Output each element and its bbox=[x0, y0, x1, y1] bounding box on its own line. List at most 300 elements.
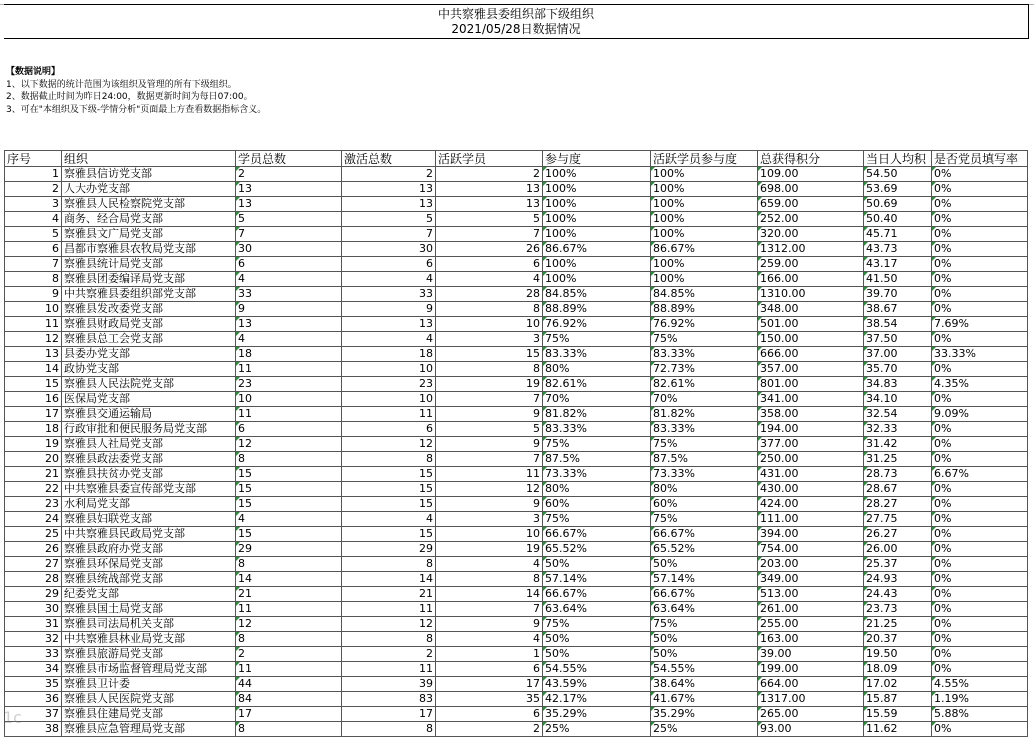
table-cell[interactable]: 70% bbox=[651, 392, 758, 407]
table-cell[interactable]: 11 bbox=[236, 602, 342, 617]
table-cell[interactable]: 6 bbox=[236, 257, 342, 272]
table-cell[interactable]: 8 bbox=[342, 452, 436, 467]
table-cell[interactable]: 11 bbox=[342, 407, 436, 422]
table-cell[interactable]: 中共察雅县民政局党支部 bbox=[62, 527, 236, 542]
table-cell[interactable]: 8 bbox=[236, 722, 342, 737]
table-cell[interactable]: 203.00 bbox=[758, 557, 864, 572]
table-cell[interactable]: 察雅县旅游局党支部 bbox=[62, 647, 236, 662]
table-cell[interactable]: 察雅县环保局党支部 bbox=[62, 557, 236, 572]
table-cell[interactable]: 13 bbox=[436, 182, 543, 197]
table-cell[interactable]: 83.33% bbox=[651, 422, 758, 437]
table-cell[interactable]: 17 bbox=[5, 407, 62, 422]
table-cell[interactable]: 6 bbox=[436, 662, 543, 677]
table-cell[interactable]: 53.69 bbox=[864, 182, 932, 197]
table-cell[interactable]: 1317.00 bbox=[758, 692, 864, 707]
table-cell[interactable]: 75% bbox=[543, 512, 651, 527]
table-cell[interactable]: 15 bbox=[436, 347, 543, 362]
table-cell[interactable]: 13 bbox=[236, 182, 342, 197]
table-cell[interactable]: 83.33% bbox=[543, 347, 651, 362]
table-cell[interactable]: 199.00 bbox=[758, 662, 864, 677]
table-cell[interactable]: 0% bbox=[932, 557, 1028, 572]
table-cell[interactable]: 27 bbox=[5, 557, 62, 572]
table-cell[interactable]: 26.27 bbox=[864, 527, 932, 542]
table-cell[interactable]: 4 bbox=[236, 332, 342, 347]
table-cell[interactable]: 63.64% bbox=[651, 602, 758, 617]
table-cell[interactable]: 659.00 bbox=[758, 197, 864, 212]
table-cell[interactable]: 8 bbox=[436, 362, 543, 377]
table-cell[interactable]: 纪委党支部 bbox=[62, 587, 236, 602]
table-cell[interactable]: 11 bbox=[342, 602, 436, 617]
table-cell[interactable]: 100% bbox=[651, 167, 758, 182]
table-cell[interactable]: 0% bbox=[932, 542, 1028, 557]
table-cell[interactable]: 水利局党支部 bbox=[62, 497, 236, 512]
table-cell[interactable]: 75% bbox=[651, 437, 758, 452]
table-cell[interactable]: 76.92% bbox=[651, 317, 758, 332]
table-cell[interactable]: 4.35% bbox=[932, 377, 1028, 392]
table-cell[interactable]: 20 bbox=[5, 452, 62, 467]
table-cell[interactable]: 14 bbox=[342, 572, 436, 587]
table-cell[interactable]: 6 bbox=[5, 242, 62, 257]
table-cell[interactable]: 4 bbox=[236, 272, 342, 287]
table-cell[interactable]: 察雅县团委编译局党支部 bbox=[62, 272, 236, 287]
table-cell[interactable]: 100% bbox=[543, 197, 651, 212]
table-cell[interactable]: 察雅县信访党支部 bbox=[62, 167, 236, 182]
table-cell[interactable]: 698.00 bbox=[758, 182, 864, 197]
column-header[interactable]: 当日人均积 bbox=[864, 151, 932, 167]
table-cell[interactable]: 中共察雅县林业局党支部 bbox=[62, 632, 236, 647]
table-cell[interactable]: 100% bbox=[651, 212, 758, 227]
table-cell[interactable]: 25% bbox=[543, 722, 651, 737]
table-cell[interactable]: 513.00 bbox=[758, 587, 864, 602]
column-header[interactable]: 参与度 bbox=[543, 151, 651, 167]
table-cell[interactable]: 6 bbox=[436, 707, 543, 722]
table-cell[interactable]: 4 bbox=[342, 512, 436, 527]
table-cell[interactable]: 15 bbox=[236, 482, 342, 497]
table-cell[interactable]: 9 bbox=[236, 302, 342, 317]
column-header[interactable]: 组织 bbox=[62, 151, 236, 167]
table-cell[interactable]: 72.73% bbox=[651, 362, 758, 377]
table-cell[interactable]: 察雅县发改委党支部 bbox=[62, 302, 236, 317]
table-cell[interactable]: 17 bbox=[236, 707, 342, 722]
table-cell[interactable]: 54.55% bbox=[543, 662, 651, 677]
table-cell[interactable]: 26 bbox=[5, 542, 62, 557]
table-cell[interactable]: 32 bbox=[5, 632, 62, 647]
table-cell[interactable]: 25 bbox=[5, 527, 62, 542]
table-cell[interactable]: 9.09% bbox=[932, 407, 1028, 422]
column-header[interactable]: 激活总数 bbox=[342, 151, 436, 167]
table-cell[interactable]: 37 bbox=[5, 707, 62, 722]
table-cell[interactable]: 4 bbox=[236, 512, 342, 527]
table-cell[interactable]: 9 bbox=[436, 617, 543, 632]
table-cell[interactable]: 30 bbox=[5, 602, 62, 617]
table-cell[interactable]: 11 bbox=[436, 467, 543, 482]
table-cell[interactable]: 13 bbox=[342, 197, 436, 212]
table-cell[interactable]: 18 bbox=[5, 422, 62, 437]
table-cell[interactable]: 7 bbox=[342, 227, 436, 242]
table-cell[interactable]: 26.00 bbox=[864, 542, 932, 557]
table-cell[interactable]: 100% bbox=[543, 182, 651, 197]
table-cell[interactable]: 0% bbox=[932, 602, 1028, 617]
table-cell[interactable]: 38.67 bbox=[864, 302, 932, 317]
table-cell[interactable]: 8 bbox=[236, 557, 342, 572]
table-cell[interactable]: 28 bbox=[436, 287, 543, 302]
table-cell[interactable]: 17.02 bbox=[864, 677, 932, 692]
table-cell[interactable]: 430.00 bbox=[758, 482, 864, 497]
table-cell[interactable]: 320.00 bbox=[758, 227, 864, 242]
table-cell[interactable]: 26 bbox=[436, 242, 543, 257]
table-cell[interactable]: 7 bbox=[436, 452, 543, 467]
table-cell[interactable]: 0% bbox=[932, 452, 1028, 467]
table-cell[interactable]: 11 bbox=[236, 362, 342, 377]
table-cell[interactable]: 中共察雅县委组织部党支部 bbox=[62, 287, 236, 302]
table-cell[interactable]: 28.67 bbox=[864, 482, 932, 497]
table-cell[interactable]: 41.67% bbox=[651, 692, 758, 707]
table-cell[interactable]: 75% bbox=[651, 617, 758, 632]
table-cell[interactable]: 1.19% bbox=[932, 692, 1028, 707]
table-cell[interactable]: 11 bbox=[342, 662, 436, 677]
table-cell[interactable]: 83.33% bbox=[651, 347, 758, 362]
table-cell[interactable]: 12 bbox=[236, 437, 342, 452]
table-cell[interactable]: 801.00 bbox=[758, 377, 864, 392]
table-cell[interactable]: 75% bbox=[651, 512, 758, 527]
table-cell[interactable]: 12 bbox=[436, 482, 543, 497]
table-cell[interactable]: 75% bbox=[651, 332, 758, 347]
table-cell[interactable]: 80% bbox=[543, 482, 651, 497]
table-cell[interactable]: 32.33 bbox=[864, 422, 932, 437]
table-cell[interactable]: 1310.00 bbox=[758, 287, 864, 302]
table-cell[interactable]: 5.88% bbox=[932, 707, 1028, 722]
table-cell[interactable]: 38.64% bbox=[651, 677, 758, 692]
table-cell[interactable]: 察雅县交通运输局 bbox=[62, 407, 236, 422]
table-cell[interactable]: 15.87 bbox=[864, 692, 932, 707]
table-cell[interactable]: 15 bbox=[342, 497, 436, 512]
table-cell[interactable]: 23 bbox=[342, 377, 436, 392]
table-cell[interactable]: 86.67% bbox=[543, 242, 651, 257]
table-cell[interactable]: 0% bbox=[932, 362, 1028, 377]
table-cell[interactable]: 81.82% bbox=[651, 407, 758, 422]
table-cell[interactable]: 65.52% bbox=[543, 542, 651, 557]
table-cell[interactable]: 0% bbox=[932, 722, 1028, 737]
table-cell[interactable]: 19 bbox=[5, 437, 62, 452]
table-cell[interactable]: 150.00 bbox=[758, 332, 864, 347]
table-cell[interactable]: 4.55% bbox=[932, 677, 1028, 692]
table-cell[interactable]: 15 bbox=[342, 527, 436, 542]
table-cell[interactable]: 0% bbox=[932, 587, 1028, 602]
table-cell[interactable]: 医保局党支部 bbox=[62, 392, 236, 407]
table-cell[interactable]: 1 bbox=[5, 167, 62, 182]
table-cell[interactable]: 39.70 bbox=[864, 287, 932, 302]
table-cell[interactable]: 14 bbox=[5, 362, 62, 377]
table-cell[interactable]: 17 bbox=[436, 677, 543, 692]
table-cell[interactable]: 察雅县总工会党支部 bbox=[62, 332, 236, 347]
table-cell[interactable]: 54.55% bbox=[651, 662, 758, 677]
table-cell[interactable]: 83.33% bbox=[543, 422, 651, 437]
table-cell[interactable]: 7 bbox=[5, 257, 62, 272]
table-cell[interactable]: 87.5% bbox=[543, 452, 651, 467]
table-cell[interactable]: 0% bbox=[932, 572, 1028, 587]
table-cell[interactable]: 29 bbox=[5, 587, 62, 602]
table-cell[interactable]: 84.85% bbox=[543, 287, 651, 302]
table-cell[interactable]: 76.92% bbox=[543, 317, 651, 332]
table-cell[interactable]: 昌都市察雅县农牧局党支部 bbox=[62, 242, 236, 257]
table-cell[interactable]: 82.61% bbox=[543, 377, 651, 392]
table-cell[interactable]: 9 bbox=[5, 287, 62, 302]
table-cell[interactable]: 11.62 bbox=[864, 722, 932, 737]
table-cell[interactable]: 28 bbox=[5, 572, 62, 587]
table-cell[interactable]: 261.00 bbox=[758, 602, 864, 617]
table-cell[interactable]: 73.33% bbox=[651, 467, 758, 482]
table-cell[interactable]: 23 bbox=[236, 377, 342, 392]
table-cell[interactable]: 人大办党支部 bbox=[62, 182, 236, 197]
table-cell[interactable]: 8 bbox=[436, 572, 543, 587]
table-cell[interactable]: 73.33% bbox=[543, 467, 651, 482]
table-cell[interactable]: 70% bbox=[543, 392, 651, 407]
table-cell[interactable]: 6 bbox=[236, 422, 342, 437]
table-cell[interactable]: 18.09 bbox=[864, 662, 932, 677]
table-cell[interactable]: 7.69% bbox=[932, 317, 1028, 332]
table-cell[interactable]: 察雅县文广局党支部 bbox=[62, 227, 236, 242]
table-cell[interactable]: 83 bbox=[342, 692, 436, 707]
table-cell[interactable]: 84.85% bbox=[651, 287, 758, 302]
table-cell[interactable]: 11 bbox=[236, 407, 342, 422]
table-cell[interactable]: 察雅县司法局机关支部 bbox=[62, 617, 236, 632]
table-cell[interactable]: 8 bbox=[342, 557, 436, 572]
table-cell[interactable]: 81.82% bbox=[543, 407, 651, 422]
table-cell[interactable]: 察雅县人民医院党支部 bbox=[62, 692, 236, 707]
table-cell[interactable]: 13 bbox=[436, 197, 543, 212]
table-cell[interactable]: 265.00 bbox=[758, 707, 864, 722]
table-cell[interactable]: 431.00 bbox=[758, 467, 864, 482]
table-cell[interactable]: 0% bbox=[932, 497, 1028, 512]
table-cell[interactable]: 6 bbox=[342, 257, 436, 272]
table-cell[interactable]: 250.00 bbox=[758, 452, 864, 467]
table-cell[interactable]: 0% bbox=[932, 662, 1028, 677]
table-cell[interactable]: 75% bbox=[543, 437, 651, 452]
table-cell[interactable]: 1 bbox=[436, 647, 543, 662]
table-cell[interactable]: 100% bbox=[651, 272, 758, 287]
column-header[interactable]: 学员总数 bbox=[236, 151, 342, 167]
table-cell[interactable]: 24.93 bbox=[864, 572, 932, 587]
table-cell[interactable]: 10 bbox=[342, 362, 436, 377]
table-cell[interactable]: 87.5% bbox=[651, 452, 758, 467]
table-cell[interactable]: 28.73 bbox=[864, 467, 932, 482]
table-cell[interactable]: 6 bbox=[436, 257, 543, 272]
table-cell[interactable]: 10 bbox=[436, 527, 543, 542]
column-header[interactable]: 总获得积分 bbox=[758, 151, 864, 167]
table-cell[interactable]: 100% bbox=[651, 227, 758, 242]
table-cell[interactable]: 8 bbox=[342, 632, 436, 647]
table-cell[interactable]: 14 bbox=[436, 587, 543, 602]
table-cell[interactable]: 109.00 bbox=[758, 167, 864, 182]
table-cell[interactable]: 3 bbox=[436, 332, 543, 347]
table-cell[interactable]: 39 bbox=[342, 677, 436, 692]
table-cell[interactable]: 11 bbox=[5, 317, 62, 332]
table-cell[interactable]: 19 bbox=[436, 542, 543, 557]
table-cell[interactable]: 0% bbox=[932, 302, 1028, 317]
table-cell[interactable]: 察雅县妇联党支部 bbox=[62, 512, 236, 527]
table-cell[interactable]: 100% bbox=[651, 197, 758, 212]
table-cell[interactable]: 27.75 bbox=[864, 512, 932, 527]
table-cell[interactable]: 2 bbox=[236, 647, 342, 662]
table-cell[interactable]: 100% bbox=[651, 182, 758, 197]
table-cell[interactable]: 36 bbox=[5, 692, 62, 707]
table-cell[interactable]: 9 bbox=[436, 407, 543, 422]
table-cell[interactable]: 察雅县市场监督管理局党支部 bbox=[62, 662, 236, 677]
table-cell[interactable]: 754.00 bbox=[758, 542, 864, 557]
table-cell[interactable]: 80% bbox=[651, 482, 758, 497]
table-cell[interactable]: 2 bbox=[236, 167, 342, 182]
table-cell[interactable]: 100% bbox=[543, 227, 651, 242]
table-cell[interactable]: 32.54 bbox=[864, 407, 932, 422]
table-cell[interactable]: 5 bbox=[342, 212, 436, 227]
table-cell[interactable]: 2 bbox=[5, 182, 62, 197]
table-cell[interactable]: 12 bbox=[342, 617, 436, 632]
table-cell[interactable]: 34 bbox=[5, 662, 62, 677]
table-cell[interactable]: 察雅县国土局党支部 bbox=[62, 602, 236, 617]
table-cell[interactable]: 349.00 bbox=[758, 572, 864, 587]
column-header[interactable]: 序号 bbox=[5, 151, 62, 167]
table-cell[interactable]: 24 bbox=[5, 512, 62, 527]
table-cell[interactable]: 9 bbox=[436, 437, 543, 452]
table-cell[interactable]: 21 bbox=[236, 587, 342, 602]
table-cell[interactable]: 2 bbox=[436, 722, 543, 737]
table-cell[interactable]: 9 bbox=[436, 497, 543, 512]
table-cell[interactable]: 7 bbox=[236, 227, 342, 242]
table-cell[interactable]: 15 bbox=[236, 527, 342, 542]
table-cell[interactable]: 84 bbox=[236, 692, 342, 707]
table-cell[interactable]: 察雅县统战部党支部 bbox=[62, 572, 236, 587]
table-cell[interactable]: 424.00 bbox=[758, 497, 864, 512]
table-cell[interactable]: 8 bbox=[236, 632, 342, 647]
table-cell[interactable]: 666.00 bbox=[758, 347, 864, 362]
table-cell[interactable]: 13 bbox=[5, 347, 62, 362]
table-cell[interactable]: 察雅县扶贫办党支部 bbox=[62, 467, 236, 482]
table-cell[interactable]: 察雅县住建局党支部 bbox=[62, 707, 236, 722]
table-cell[interactable]: 8 bbox=[5, 272, 62, 287]
table-cell[interactable]: 33 bbox=[236, 287, 342, 302]
table-cell[interactable]: 50% bbox=[651, 557, 758, 572]
table-cell[interactable]: 65.52% bbox=[651, 542, 758, 557]
table-cell[interactable]: 358.00 bbox=[758, 407, 864, 422]
table-cell[interactable]: 1312.00 bbox=[758, 242, 864, 257]
table-cell[interactable]: 0% bbox=[932, 512, 1028, 527]
table-cell[interactable]: 0% bbox=[932, 482, 1028, 497]
table-cell[interactable]: 7 bbox=[436, 227, 543, 242]
table-cell[interactable]: 166.00 bbox=[758, 272, 864, 287]
table-cell[interactable]: 21 bbox=[5, 467, 62, 482]
table-cell[interactable]: 0% bbox=[932, 272, 1028, 287]
table-cell[interactable]: 86.67% bbox=[651, 242, 758, 257]
table-cell[interactable]: 2 bbox=[436, 167, 543, 182]
table-cell[interactable]: 34.83 bbox=[864, 377, 932, 392]
table-cell[interactable]: 15 bbox=[342, 467, 436, 482]
table-cell[interactable]: 111.00 bbox=[758, 512, 864, 527]
table-cell[interactable]: 行政审批和便民服务局党支部 bbox=[62, 422, 236, 437]
table-cell[interactable]: 24.43 bbox=[864, 587, 932, 602]
table-cell[interactable]: 57.14% bbox=[543, 572, 651, 587]
table-cell[interactable]: 10 bbox=[236, 392, 342, 407]
table-cell[interactable]: 2 bbox=[342, 647, 436, 662]
table-cell[interactable]: 357.00 bbox=[758, 362, 864, 377]
table-cell[interactable]: 501.00 bbox=[758, 317, 864, 332]
table-cell[interactable]: 75% bbox=[543, 332, 651, 347]
table-cell[interactable]: 66.67% bbox=[543, 587, 651, 602]
table-cell[interactable]: 0% bbox=[932, 242, 1028, 257]
table-cell[interactable]: 57.14% bbox=[651, 572, 758, 587]
table-cell[interactable]: 44 bbox=[236, 677, 342, 692]
table-cell[interactable]: 23 bbox=[5, 497, 62, 512]
table-cell[interactable]: 50% bbox=[543, 632, 651, 647]
table-cell[interactable]: 163.00 bbox=[758, 632, 864, 647]
table-cell[interactable]: 12 bbox=[5, 332, 62, 347]
table-cell[interactable]: 35 bbox=[436, 692, 543, 707]
table-cell[interactable]: 0% bbox=[932, 167, 1028, 182]
table-cell[interactable]: 11 bbox=[236, 662, 342, 677]
table-cell[interactable]: 5 bbox=[5, 227, 62, 242]
table-cell[interactable]: 察雅县人社局党支部 bbox=[62, 437, 236, 452]
table-cell[interactable]: 63.64% bbox=[543, 602, 651, 617]
table-cell[interactable]: 13 bbox=[236, 197, 342, 212]
table-cell[interactable]: 5 bbox=[436, 422, 543, 437]
table-cell[interactable]: 66.67% bbox=[651, 527, 758, 542]
table-cell[interactable]: 2 bbox=[342, 167, 436, 182]
table-cell[interactable]: 348.00 bbox=[758, 302, 864, 317]
table-cell[interactable]: 60% bbox=[651, 497, 758, 512]
table-cell[interactable]: 4 bbox=[342, 332, 436, 347]
table-cell[interactable]: 50% bbox=[543, 647, 651, 662]
table-cell[interactable]: 75% bbox=[543, 617, 651, 632]
table-cell[interactable]: 7 bbox=[436, 392, 543, 407]
table-cell[interactable]: 16 bbox=[5, 392, 62, 407]
table-cell[interactable]: 7 bbox=[436, 602, 543, 617]
table-cell[interactable]: 15 bbox=[342, 482, 436, 497]
table-cell[interactable]: 察雅县人民法院党支部 bbox=[62, 377, 236, 392]
table-cell[interactable]: 13 bbox=[342, 317, 436, 332]
table-cell[interactable]: 17 bbox=[342, 707, 436, 722]
table-cell[interactable]: 察雅县政府办党支部 bbox=[62, 542, 236, 557]
table-cell[interactable]: 33.33% bbox=[932, 347, 1028, 362]
table-cell[interactable]: 30 bbox=[342, 242, 436, 257]
table-cell[interactable]: 50.69 bbox=[864, 197, 932, 212]
table-cell[interactable]: 66.67% bbox=[543, 527, 651, 542]
table-cell[interactable]: 25% bbox=[651, 722, 758, 737]
table-cell[interactable]: 29 bbox=[342, 542, 436, 557]
table-cell[interactable]: 10 bbox=[342, 392, 436, 407]
table-cell[interactable]: 察雅县财政局党支部 bbox=[62, 317, 236, 332]
table-cell[interactable]: 0% bbox=[932, 527, 1028, 542]
table-cell[interactable]: 100% bbox=[543, 212, 651, 227]
table-cell[interactable]: 察雅县人民检察院党支部 bbox=[62, 197, 236, 212]
table-cell[interactable]: 12 bbox=[342, 437, 436, 452]
table-cell[interactable]: 43.73 bbox=[864, 242, 932, 257]
table-cell[interactable]: 0% bbox=[932, 257, 1028, 272]
table-cell[interactable]: 50% bbox=[543, 557, 651, 572]
table-cell[interactable]: 22 bbox=[5, 482, 62, 497]
table-cell[interactable]: 8 bbox=[342, 722, 436, 737]
table-cell[interactable]: 50% bbox=[651, 632, 758, 647]
table-cell[interactable]: 0% bbox=[932, 227, 1028, 242]
table-cell[interactable]: 13 bbox=[236, 317, 342, 332]
table-cell[interactable]: 35.29% bbox=[651, 707, 758, 722]
table-cell[interactable]: 0% bbox=[932, 332, 1028, 347]
table-cell[interactable]: 10 bbox=[436, 317, 543, 332]
table-cell[interactable]: 252.00 bbox=[758, 212, 864, 227]
table-cell[interactable]: 政协党支部 bbox=[62, 362, 236, 377]
table-cell[interactable]: 19 bbox=[436, 377, 543, 392]
table-cell[interactable]: 35 bbox=[5, 677, 62, 692]
table-cell[interactable]: 23.73 bbox=[864, 602, 932, 617]
table-cell[interactable]: 31 bbox=[5, 617, 62, 632]
